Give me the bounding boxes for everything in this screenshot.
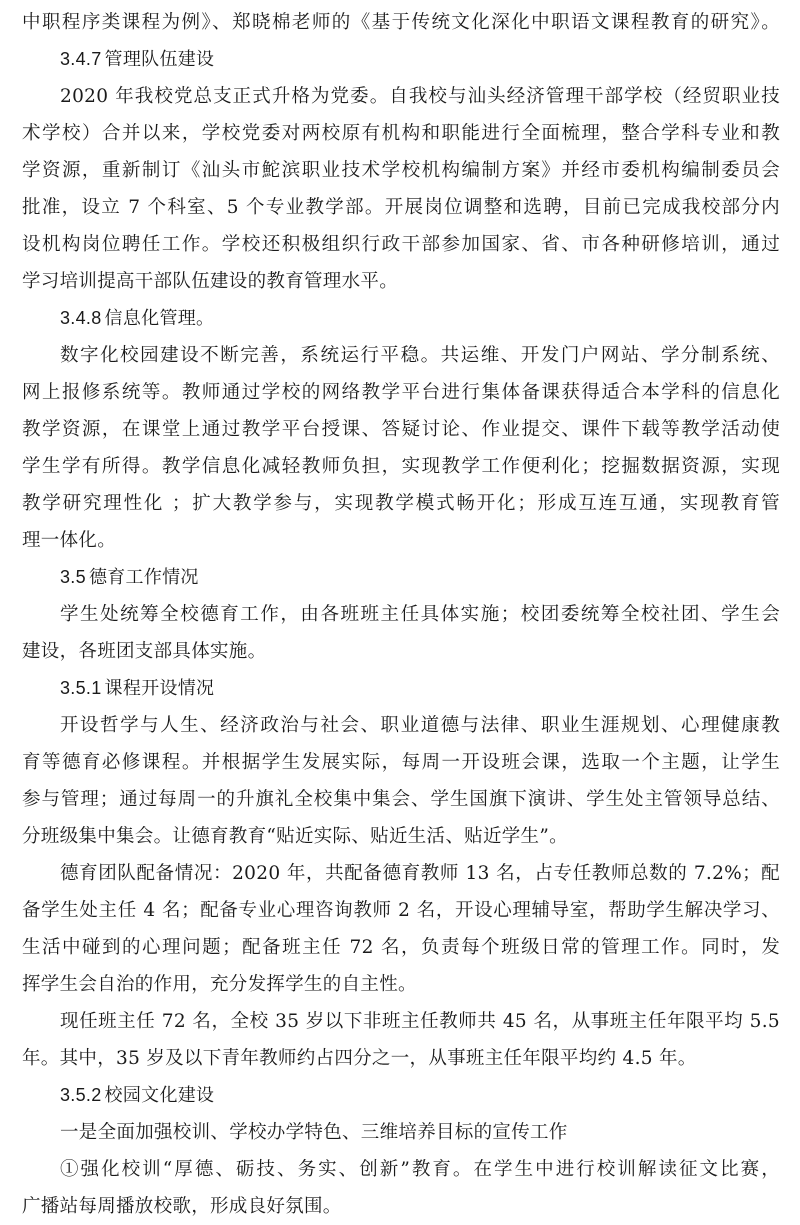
body-text-line: 一是全面加强校训、学校办学特色、三维培养目标的宣传工作 <box>60 1122 568 1143</box>
section-title: 课程开设情况 <box>104 678 215 699</box>
section-heading <box>22 300 780 337</box>
section-number: 3.5.1 <box>60 678 102 698</box>
section-heading <box>22 559 780 596</box>
section-title: 校园文化建设 <box>104 1085 215 1106</box>
body-text-line: 学资源，重新制订《汕头市鮀滨职业技术学校机构编制方案》并经市委机构编制委员会 <box>22 160 780 181</box>
section-title: 管理队伍建设 <box>104 49 215 70</box>
body-text-line: 参与管理；通过每周一的升旗礼全校集中集会、学生国旗下演讲、学生处主管领导总结、 <box>22 789 780 810</box>
section-number: 3.4.8 <box>60 308 102 328</box>
body-text-line: 中职程序类课程为例》、郑晓棉老师的《基于传统文化深化中职语文课程教育的研究》。 <box>22 12 780 33</box>
body-text-line: 学生学有所得。教学信息化减轻教师负担，实现教学工作便利化；挖掘数据资源，实现 <box>22 456 780 477</box>
body-text-line: 建设，各班团支部具体实施。 <box>22 641 267 662</box>
body-text-line: 数字化校园建设不断完善，系统运行平稳。共运维、开发门户网站、学分制系统、 <box>60 345 780 366</box>
body-text-line: 生活中碰到的心理问题；配备班主任 72 名，负责每个班级日常的管理工作。同时，发 <box>22 937 780 958</box>
section-heading <box>22 1077 780 1114</box>
section-heading <box>22 41 780 78</box>
section-title: 信息化管理。 <box>104 308 215 329</box>
body-text-line: ①强化校训“厚德、砺技、务实、创新”教育。在学生中进行校训解读征文比赛， <box>60 1159 780 1180</box>
body-text-line: 教学研究理性化 ；扩大教学参与，实现教学模式畅开化；形成互连互通，实现教育管 <box>22 493 780 514</box>
body-text-line: 学生处统筹全校德育工作，由各班班主任具体实施；校团委统筹全校社团、学生会 <box>60 604 780 625</box>
body-text-line: 广播站每周播放校歌，形成良好氛围。 <box>22 1196 342 1217</box>
body-text-line: 年。其中，35 岁及以下青年教师约占四分之一，从事班主任年限平均约 4.5 年。 <box>22 1048 697 1069</box>
body-text-line: 育等德育必修课程。并根据学生发展实际，每周一开设班会课，选取一个主题，让学生 <box>22 752 780 773</box>
body-text-line: 批准，设立 7 个科室、5 个专业教学部。开展岗位调整和选聘，目前已完成我校部分内 <box>22 197 780 218</box>
section-number: 3.5 <box>60 567 86 587</box>
document-page <box>22 4 780 1225</box>
body-text-line: 理一体化。 <box>22 530 117 551</box>
body-text-line: 备学生处主任 4 名；配备专业心理咨询教师 2 名，开设心理辅导室，帮助学生解决学习、 <box>22 900 780 921</box>
body-text-line: 教学资源，在课堂上通过教学平台授课、答疑讨论、作业提交、课件下载等教学活动使 <box>22 419 780 440</box>
section-title: 德育工作情况 <box>88 567 199 588</box>
section-number: 3.5.2 <box>60 1085 102 1105</box>
section-heading <box>22 670 780 707</box>
body-text-line: 网上报修系统等。教师通过学校的网络教学平台进行集体备课获得适合本学科的信息化 <box>22 382 780 403</box>
body-text-line: 学习培训提高干部队伍建设的教育管理水平。 <box>22 271 399 292</box>
section-number: 3.4.7 <box>60 49 102 69</box>
body-text-line: 开设哲学与人生、经济政治与社会、职业道德与法律、职业生涯规划、心理健康教 <box>60 715 780 736</box>
body-text-line: 挥学生会自治的作用，充分发挥学生的自主性。 <box>22 974 417 995</box>
body-text-line: 设机构岗位聘任工作。学校还积极组织行政干部参加国家、省、市各种研修培训，通过 <box>22 234 780 255</box>
body-text-line: 术学校）合并以来，学校党委对两校原有机构和职能进行全面梳理，整合学科专业和教 <box>22 123 780 144</box>
body-text-line: 德育团队配备情况：2020 年，共配备德育教师 13 名，占专任教师总数的 7.2%；配 <box>60 863 780 884</box>
body-text-line: 现任班主任 72 名，全校 35 岁以下非班主任教师共 45 名，从事班主任年限平均 5.5 <box>60 1011 780 1032</box>
body-text-line: 分班级集中集会。让德育教育“贴近实际、贴近生活、贴近学生”。 <box>22 826 568 847</box>
body-text-line: 2020 年我校党总支正式升格为党委。自我校与汕头经济管理干部学校（经贸职业技 <box>60 86 780 107</box>
